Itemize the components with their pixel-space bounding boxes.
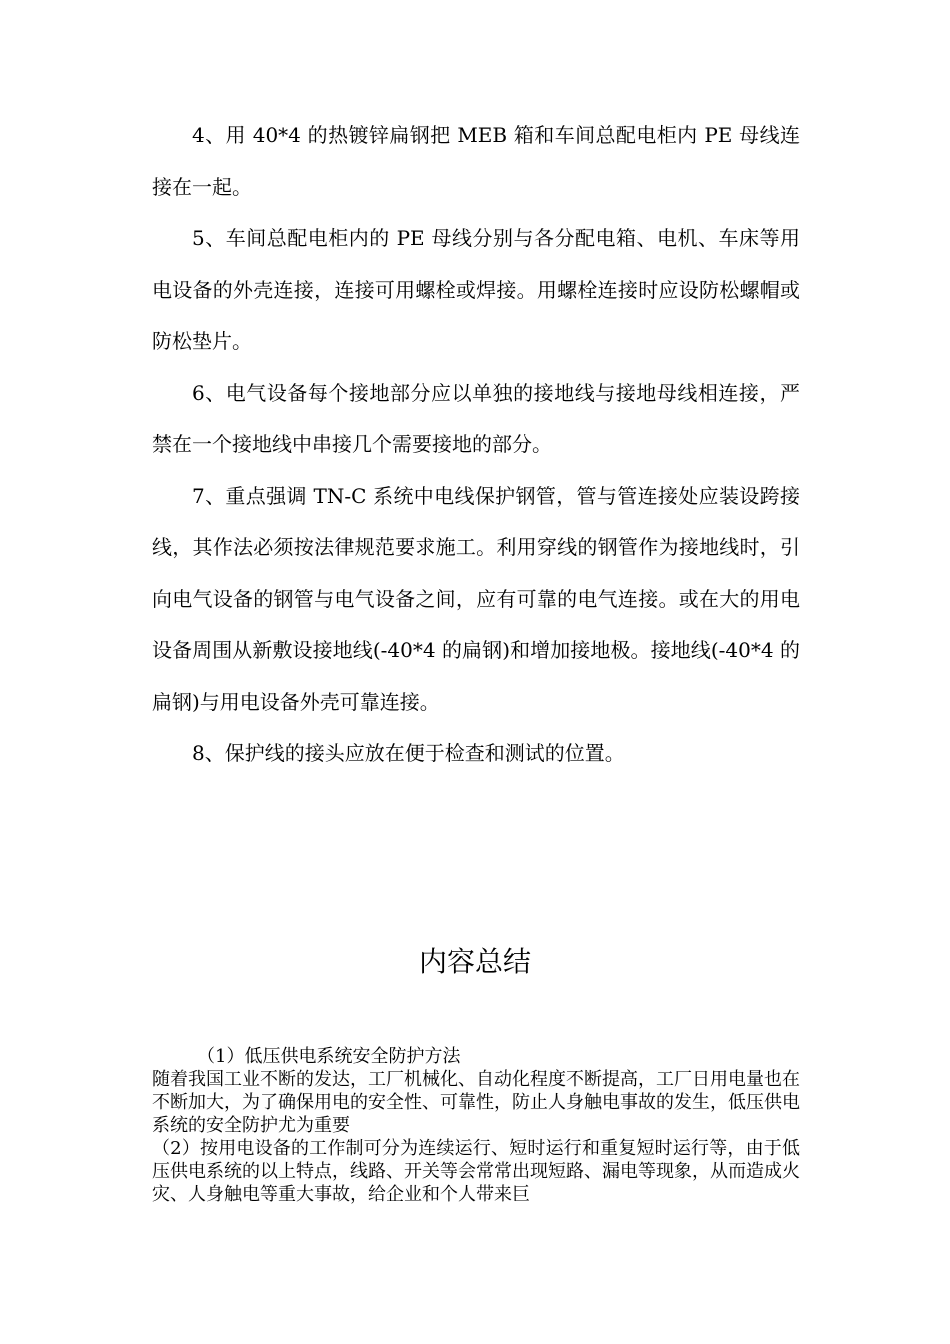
paragraph-7: 7、重点强调 TN-C 系统中电线保护钢管，管与管连接处应装设跨接线，其作法必须按法律规范要求施工。利用穿线的钢管作为接地线时，引向电气设备的钢管与电气设备之间，应有可靠的电气连接。或在大的用电设备周围从新敷设接地线(-40*4 的扁钢)和增加接地极。接地线(-40*4 的扁钢)与用电设备外壳可靠连接。 xyxy=(152,483,800,714)
summary-item-1-heading: （1）低压供电系统安全防护方法 xyxy=(197,1046,461,1067)
paragraph-5: 5、车间总配电柜内的 PE 母线分别与各分配电箱、电机、车床等用电设备的外壳连接，连接可用螺栓或焊接。用螺栓连接时应设防松螺帽或防松垫片。 xyxy=(152,226,800,353)
paragraph-4: 4、用 40*4 的热镀锌扁钢把 MEB 箱和车间总配电柜内 PE 母线连接在一起。 xyxy=(152,123,800,199)
summary-title: 内容总结 xyxy=(418,945,531,978)
body-text xyxy=(152,110,800,780)
summary-item-2-text: （2）按用电设备的工作制可分为连续运行、短时运行和重复短时运行等，由于低压供电系统的以上特点，线路、开关等会常常出现短路、漏电等现象，从而造成火灾、人身触电等重大事故，给企业和个人带来巨 xyxy=(152,1138,800,1205)
paragraph-8: 8、保护线的接头应放在便于检查和测试的位置。 xyxy=(192,741,625,765)
summary-section xyxy=(152,1045,800,1206)
summary-item-1-text: 随着我国工业不断的发达，工厂机械化、自动化程度不断提高，工厂日用电量也在不断加大，为了确保用电的安全性、可靠性，防止人身触电事故的发生，低压供电系统的安全防护尤为重要 xyxy=(152,1069,800,1136)
paragraph-6: 6、电气设备每个接地部分应以单独的接地线与接地母线相连接，严禁在一个接地线中串接几个需要接地的部分。 xyxy=(152,380,800,456)
